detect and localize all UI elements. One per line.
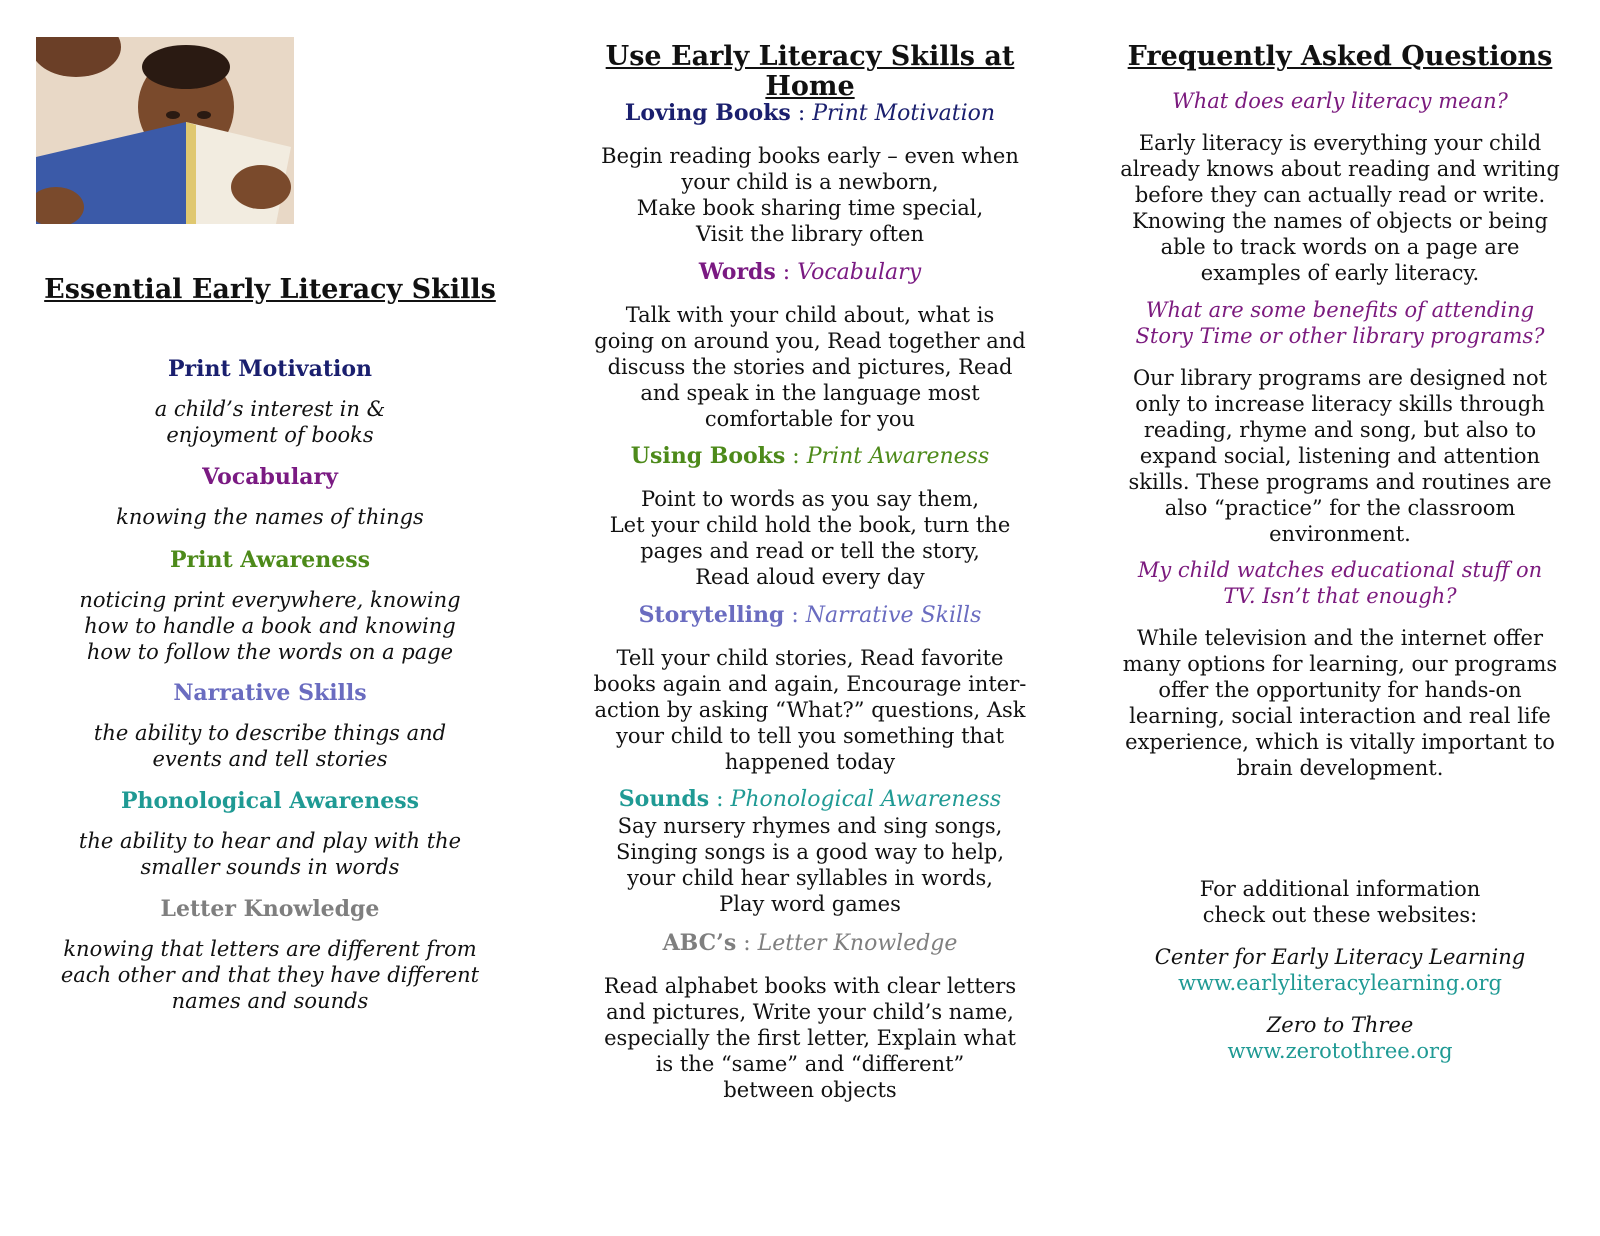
section-text: Begin reading books early – even when	[601, 144, 1019, 168]
heading-line: Use Early Literacy Skills at	[605, 41, 1015, 72]
section-text: Point to words as you say them,	[640, 487, 980, 511]
skill-definition: enjoyment of books	[166, 423, 374, 447]
faq-answer: Knowing the names of objects or being	[1132, 209, 1548, 233]
section-text: and speak in the language most	[640, 381, 980, 405]
section-loving-books	[585, 100, 1035, 247]
skill-definition: knowing that letters are different from	[63, 937, 477, 961]
section-title: ABC’s : Letter Knowledge	[662, 930, 958, 956]
faq-answer: While television and the internet offer	[1136, 626, 1544, 650]
faq-question: TV. Isn’t that enough?	[1223, 584, 1457, 608]
heading-line: Home	[765, 71, 855, 102]
section-text: Read aloud every day	[695, 565, 925, 589]
skill-definition: each other and that they have different	[60, 963, 480, 987]
faq-item	[1115, 557, 1565, 781]
skill-definition: knowing the names of things	[116, 505, 424, 529]
faq-question: What does early literacy mean?	[1172, 89, 1508, 113]
faq-answer: examples of early literacy.	[1200, 261, 1480, 285]
faq-heading: Frequently Asked Questions	[1127, 41, 1553, 72]
more-info-text: For additional information	[1199, 877, 1481, 901]
faq-answer: many options for learning, our programs	[1122, 652, 1558, 676]
faq-answer: learning, social interaction and real life	[1129, 704, 1551, 728]
section-text: Visit the library often	[695, 222, 924, 246]
section-text: discuss the stories and pictures, Read	[607, 355, 1013, 379]
section-text: your child is a newborn,	[681, 170, 939, 194]
section-text: your child hear syllables in words,	[627, 866, 993, 890]
section-storytelling	[585, 602, 1035, 775]
skill-name: Phonological Awareness	[120, 788, 420, 814]
child-reading-photo	[36, 37, 294, 224]
skill-definition: smaller sounds in words	[140, 855, 400, 879]
faq-answer: before they can actually read or write.	[1134, 183, 1546, 207]
section-text: books again and again, Encourage inter-	[593, 672, 1027, 696]
skill-name: Narrative Skills	[173, 680, 367, 706]
section-text: especially the first letter, Explain what	[604, 1026, 1016, 1050]
resource-name: Zero to Three	[1266, 1013, 1414, 1037]
skill-letter-knowledge	[40, 896, 500, 1014]
section-words	[585, 259, 1035, 432]
skill-definition: a child’s interest in &	[154, 397, 386, 421]
section-text: happened today	[724, 750, 896, 774]
more-info	[1115, 876, 1565, 1064]
more-info-text: check out these websites:	[1202, 903, 1478, 927]
section-text: your child to tell you something that	[615, 724, 1005, 748]
skill-print-motivation	[40, 356, 500, 448]
faq-answer: able to track words on a page are	[1160, 235, 1520, 259]
faq-answer: reading, rhyme and song, but also to	[1143, 418, 1537, 442]
section-text: between objects	[723, 1078, 897, 1102]
faq-question: What are some benefits of attending	[1145, 298, 1535, 322]
section-title: Loving Books : Print Motivation	[624, 100, 996, 126]
faq-answer: environment.	[1269, 522, 1411, 546]
section-text: Singing songs is a good way to help,	[615, 840, 1005, 864]
resource-link[interactable]: www.zerotothree.org	[1227, 1039, 1453, 1063]
section-text: Let your child hold the book, turn the	[609, 513, 1011, 537]
faq-question: Story Time or other library programs?	[1135, 324, 1545, 348]
skill-narrative-skills	[40, 680, 500, 772]
section-text: Tell your child stories, Read favorite	[616, 646, 1004, 670]
faq-answer: also “practice” for the classroom	[1164, 496, 1516, 520]
skill-print-awareness	[40, 547, 500, 665]
skill-name: Letter Knowledge	[160, 896, 380, 922]
faq-answer: brain development.	[1236, 756, 1444, 780]
faq-item	[1115, 88, 1565, 286]
child-reading-icon	[36, 37, 294, 224]
skill-name: Print Motivation	[167, 356, 373, 382]
faq-question: My child watches educational stuff on	[1137, 558, 1543, 582]
section-text: action by asking “What?” questions, Ask	[594, 698, 1026, 722]
resource-name: Center for Early Literacy Learning	[1154, 945, 1526, 969]
skill-definition: events and tell stories	[152, 747, 388, 771]
skill-vocabulary	[40, 464, 500, 530]
skill-definition: the ability to describe things and	[93, 721, 447, 745]
faq-answer: already knows about reading and writing	[1120, 157, 1560, 181]
section-text: comfortable for you	[704, 407, 916, 431]
faq-answer: offer the opportunity for hands-on	[1158, 678, 1522, 702]
faq-answer: only to increase literacy skills through	[1135, 392, 1545, 416]
section-using-books	[585, 443, 1035, 590]
skill-phonological-awareness	[40, 788, 500, 880]
skill-definition: the ability to hear and play with the	[78, 829, 462, 853]
section-text: Play word games	[719, 892, 901, 916]
faq-item	[1115, 297, 1565, 547]
skill-definition: how to handle a book and knowing	[84, 614, 456, 638]
skill-definition: how to follow the words on a page	[86, 640, 454, 664]
skill-definition: names and sounds	[171, 989, 369, 1013]
section-text: Make book sharing time special,	[636, 196, 984, 220]
section-text: and pictures, Write your child’s name,	[606, 1000, 1014, 1024]
section-title: Sounds : Phonological Awareness	[618, 786, 1002, 812]
section-sounds	[585, 786, 1035, 917]
faq-answer: experience, which is vitally important to	[1125, 730, 1555, 754]
section-text: Say nursery rhymes and sing songs,	[617, 814, 1003, 838]
skill-definition: noticing print everywhere, knowing	[79, 588, 461, 612]
faq-answer: skills. These programs and routines are	[1128, 470, 1552, 494]
resource-link[interactable]: www.earlyliteracylearning.org	[1178, 971, 1502, 995]
essential-skills-heading: Essential Early Literacy Skills	[44, 274, 496, 305]
faq-answer: Early literacy is everything your child	[1138, 131, 1542, 155]
section-abcs	[585, 930, 1035, 1103]
section-title: Storytelling : Narrative Skills	[638, 602, 982, 628]
section-title: Using Books : Print Awareness	[630, 443, 990, 469]
section-title: Words : Vocabulary	[698, 259, 922, 285]
skill-name: Print Awareness	[169, 547, 371, 573]
faq-answer: expand social, listening and attention	[1139, 444, 1541, 468]
skill-name: Vocabulary	[202, 464, 338, 490]
section-text: Talk with your child about, what is	[625, 303, 995, 327]
section-text: Read alphabet books with clear letters	[603, 974, 1017, 998]
home-skills-heading	[585, 42, 1035, 102]
section-text: is the “same” and “different”	[655, 1052, 965, 1076]
faq-answer: Our library programs are designed not	[1132, 366, 1548, 390]
section-text: pages and read or tell the story,	[640, 539, 980, 563]
section-text: going on around you, Read together and	[594, 329, 1026, 353]
